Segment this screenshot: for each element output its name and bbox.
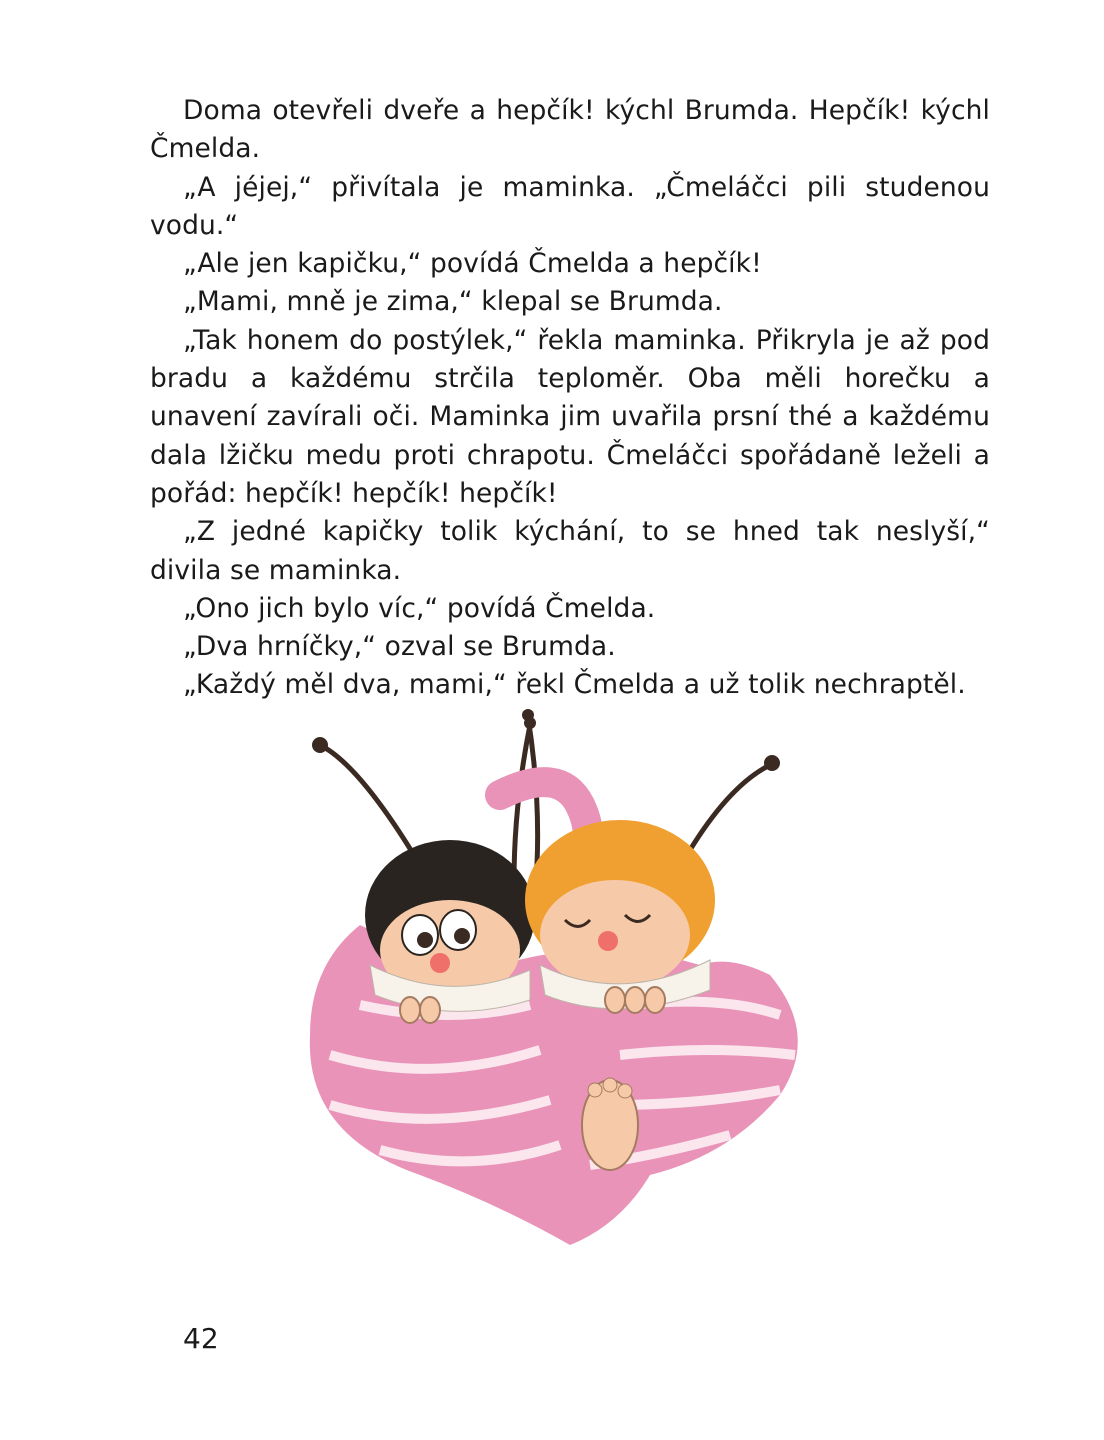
paragraph: „Každý měl dva, mami,“ řekl Čmelda a už tolik nechraptěl.: [183, 669, 966, 701]
paragraph: „Dva hrníčky,“ ozval se Brumda.: [183, 631, 616, 663]
foot-icon: [582, 1078, 638, 1170]
paragraph: „A jéjej,“ přivítala je maminka. „Čmeláčci pili studenou vodu.“: [150, 171, 990, 241]
paragraph: „Ale jen kapičku,“ povídá Čmelda a hepčík!: [183, 248, 762, 280]
paragraph: „Mami, mně je zima,“ klepal se Brumda.: [183, 286, 723, 318]
paragraph: „Ono jich bylo víc,“ povídá Čmelda.: [183, 592, 656, 624]
bumblebees-in-blanket-illustration: [300, 705, 820, 1265]
orange-bee-icon: [525, 820, 715, 1009]
black-bee-icon: [365, 840, 535, 1011]
paragraph: „Tak honem do postýlek,“ řekla maminka. Přikryla je až pod bradu a každému strčila teploměr. Oba měli horečku a unavení zavírali oči. Maminka jim uvařila prsní thé a každému dala lžičku medu proti chrapotu. Čmeláčci spořádaně leželi a pořád: hepčík! hepčík! hepčík!: [150, 324, 990, 509]
paragraph: „Z jedné kapičky tolik kýchání, to se hned tak neslyší,“ divila se maminka.: [150, 516, 990, 586]
paragraph: Doma otevřeli dveře a hepčík! kýchl Brumda. Hepčík! kýchl Čmelda.: [150, 95, 990, 165]
story-text: [150, 92, 990, 705]
page-number: 42: [183, 1322, 219, 1355]
